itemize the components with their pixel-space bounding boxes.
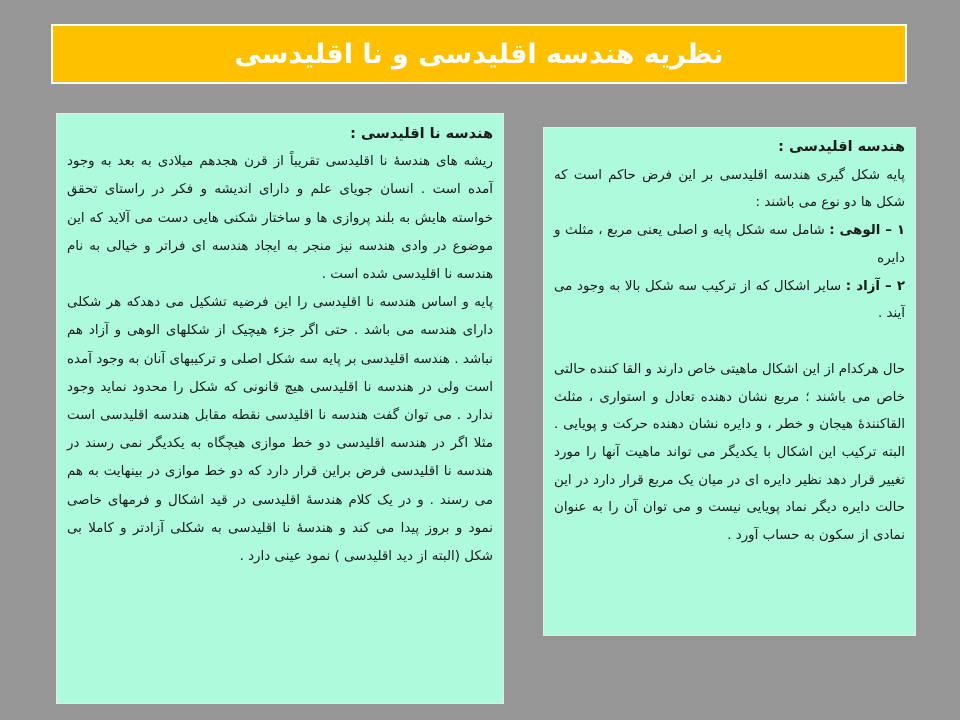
non-euclidean-paragraph-2: پایه و اساس هندسه نا اقلیدسی را این فرضیه تشکیل می دهدکه هر شکلی دارای هندسه می باشد . حتی اگر جزء هیچیک از شکلهای الوهی و آزاد هم نباشد . هندسه اقلیدسی بر پایه سه شکل اصلی و ترکیبهای آنان به وجود آمده است ولی در هندسه نا اقلیدسی هیچ قانونی که شکل را محدود نماید وجود ندارد . می توان گفت هندسه نا اقلیدسی نقطه مقابل هندسه اقلیدسی است مثلا اگر در هندسه اقلیدسی دو خط موازی هیچگاه به یکدیگر نمی رسند در هندسه نا اقلیدسی فرض براین قرار دارد که دو خط موازی در بینهایت به هم می رسند . و در یک کلام هندسهٔ اقلیدسی در قید اشکال و فرمهای خاصی نمود و بروز پیدا می کند و هندسهٔ نا اقلیدسی به شکلی آزادتر و کاملا بی شکل (البته از دید اقلیدسی ) نمود عینی دارد . <box>67 295 493 565</box>
euclidean-intro: پایه شکل گیری هندسه اقلیدسی بر این فرض حاکم است که شکل ها دو نوع می باشند : <box>554 167 905 211</box>
spacer <box>554 328 905 356</box>
euclidean-item-2-label: ۲ – آزاد : <box>845 278 905 294</box>
euclidean-item-2 <box>554 273 905 328</box>
non-euclidean-paragraph-1: ریشه های هندسهٔ نا اقلیدسی تقریباً از قرن هجدهم میلادی به بعد به وجود آمده است . انسان جویای علم و دارای اندیشه و فکر در راستای تحقق خواسته هایش به بلند پروازی ها و ساختار شکنی هایی دست می آلاید که این موضوع در وادی هندسه نیز منجر به ایجاد هندسه ای فراتر و خیالی به نام هندسه نا اقلیدسی شده است . <box>67 154 493 283</box>
non-euclidean-heading: هندسه نا اقلیدسی : <box>350 126 493 142</box>
slide-title: نظریه هندسه اقلیدسی و نا اقلیدسی <box>234 38 724 70</box>
non-euclidean-text-box <box>56 113 504 704</box>
euclidean-heading: هندسه اقلیدسی : <box>778 139 905 155</box>
euclidean-item-1-label: ۱ – الوهی : <box>829 223 905 239</box>
euclidean-text-box <box>543 127 916 636</box>
euclidean-item-1 <box>554 217 905 272</box>
euclidean-item-2-text: سایر اشکال که از ترکیب سه شکل بالا به وجود می آیند . <box>554 278 905 322</box>
euclidean-item-1-text: شامل سه شکل پایه و اصلی یعنی مربع ، مثلث و دایره <box>554 223 905 266</box>
title-bar <box>51 24 907 84</box>
euclidean-paragraph: حال هرکدام از این اشکال ماهیتی خاص دارند و القا کننده حالتی خاص می باشند ؛ مربع نشان دهنده تعادل و استواری ، مثلث القاکنندهٔ هیجان و خطر ، و دایره نشان دهنده حرکت و پویایی . البته ترکیب این اشکال با یکدیگر می تواند ماهیت آنها را مورد تغییر قرار دهد نظیر دایره ای در میان یک مربع قرار دارد در این حالت دایره دیگر نماد پویایی نیست و می توان آن را به عنوان نمادی از سکون به حساب آورد . <box>553 361 905 544</box>
